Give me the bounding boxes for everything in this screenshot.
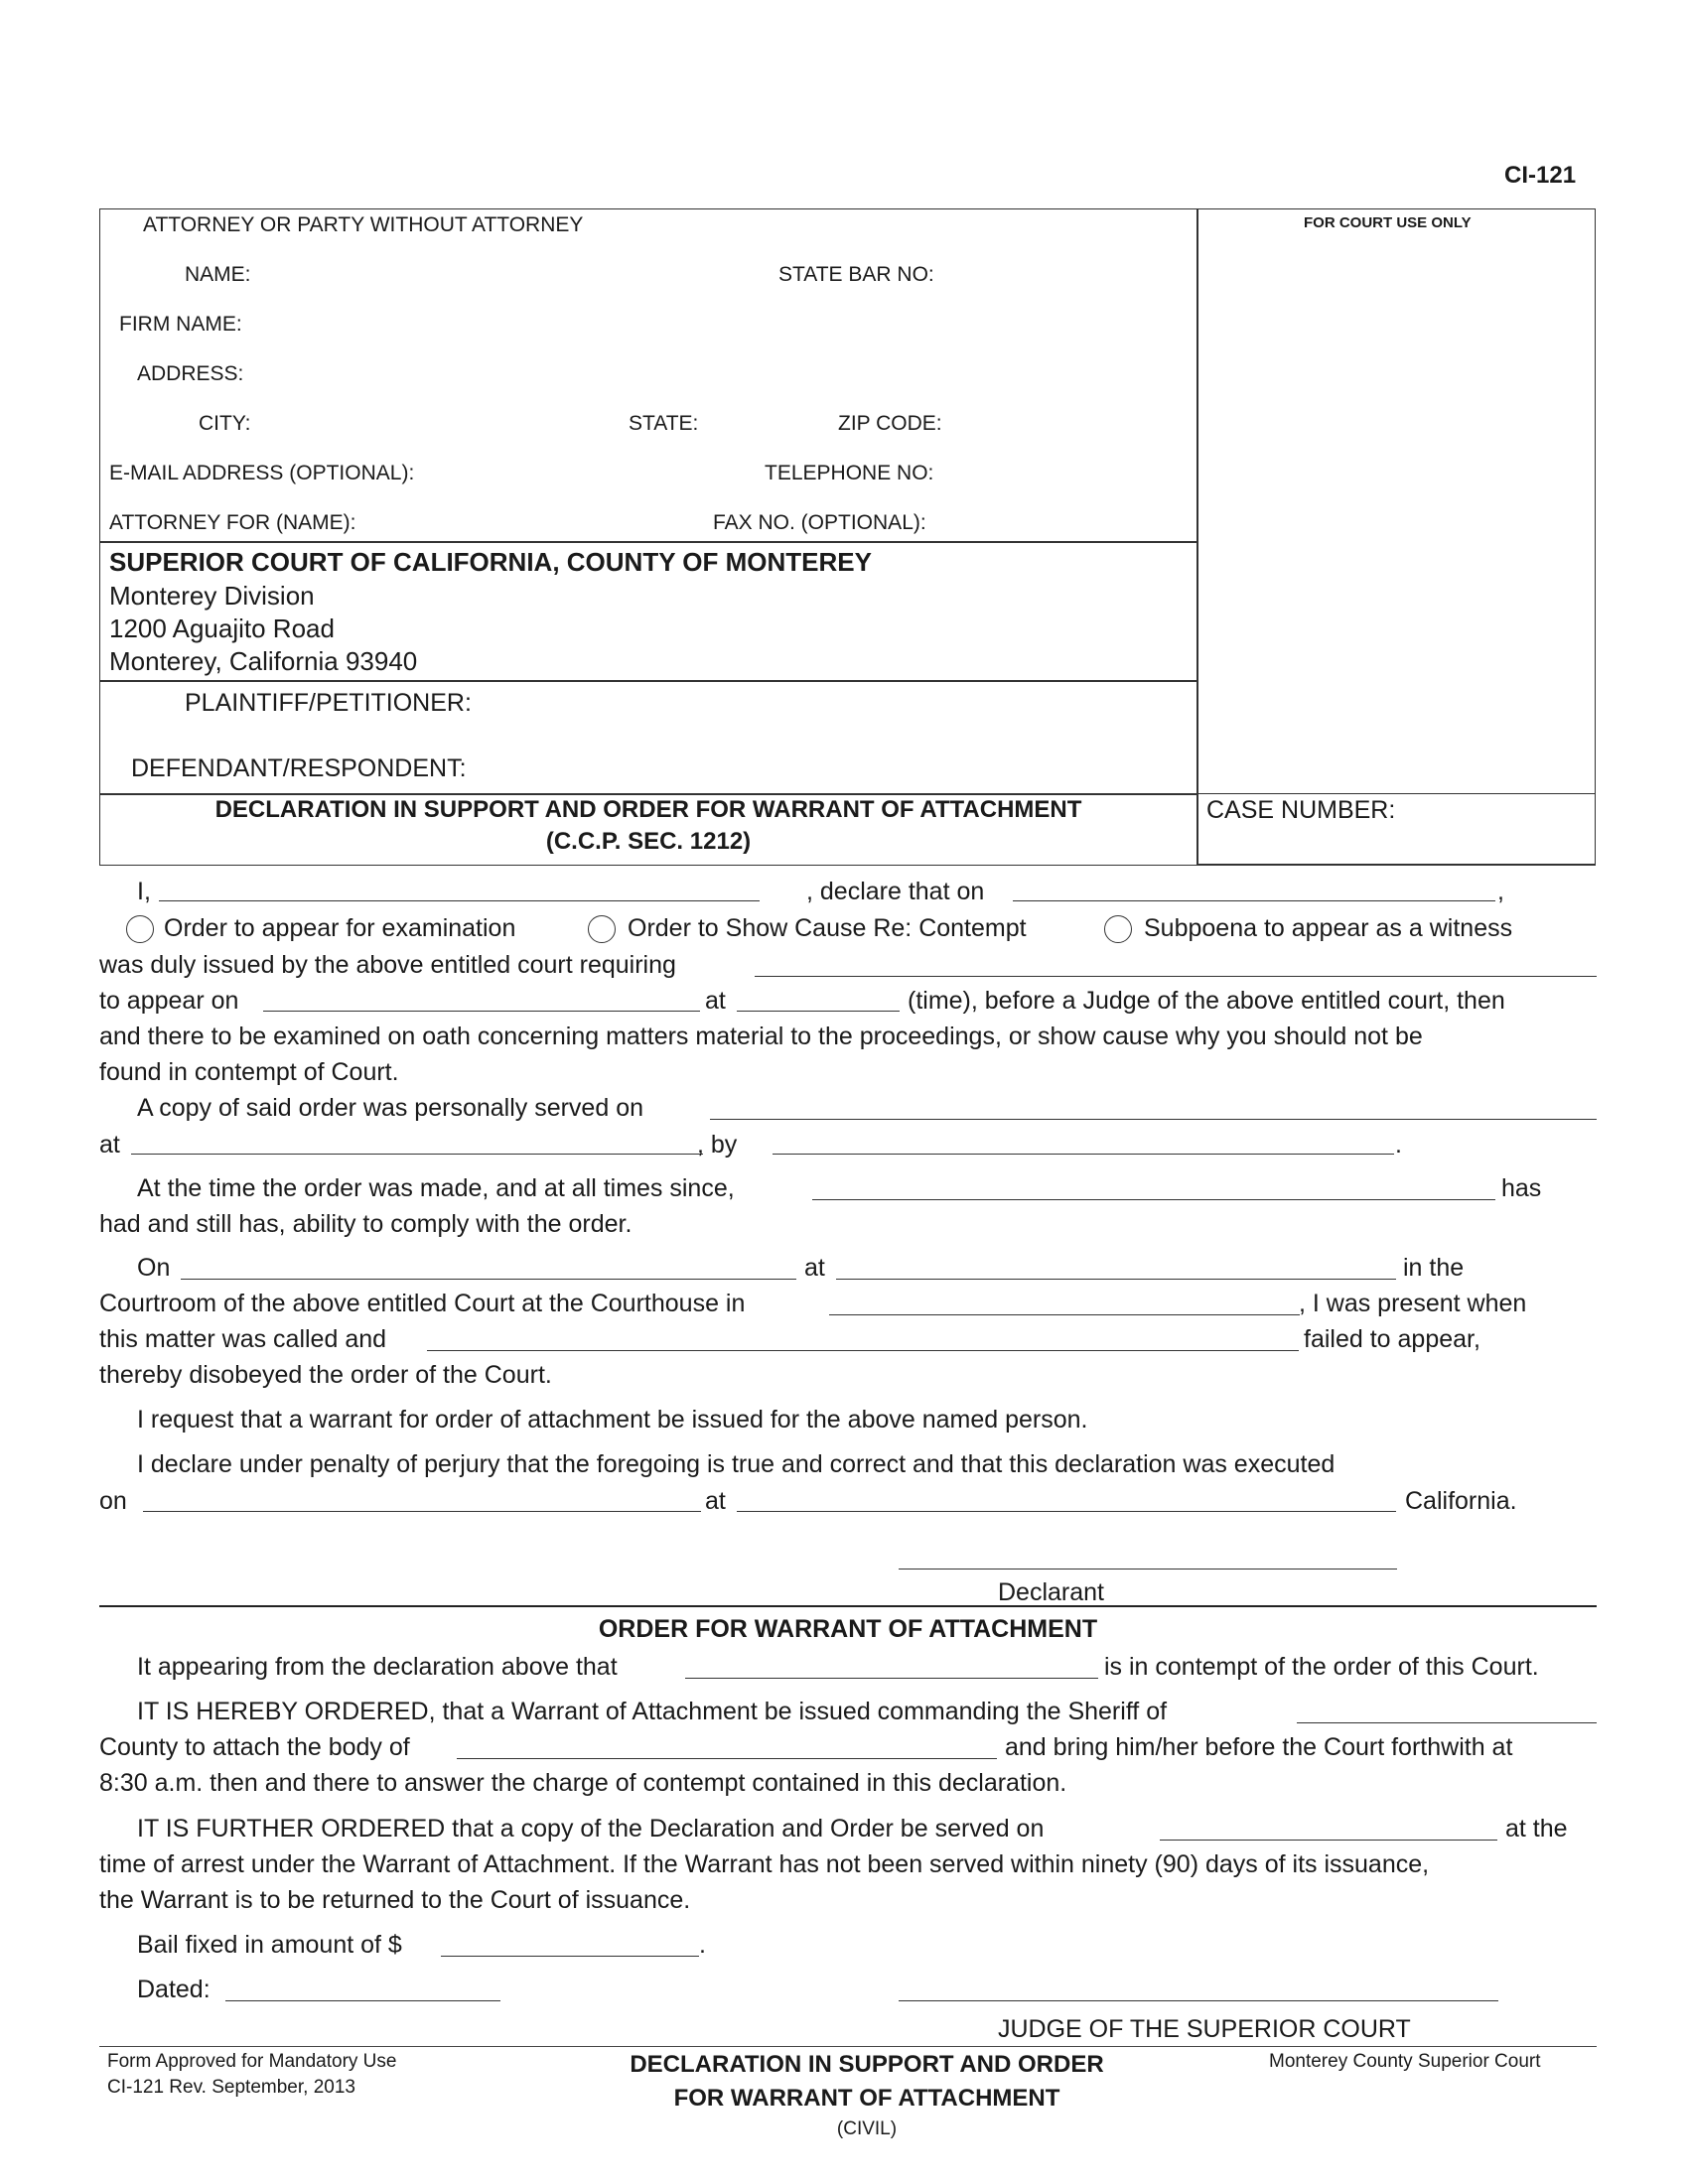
courthouse-field[interactable] xyxy=(829,1314,1300,1315)
order-heading: ORDER FOR WARRANT OF ATTACHMENT xyxy=(598,1615,1098,1643)
at-text-2: at xyxy=(99,1131,120,1159)
time-before-text: (time), before a Judge of the above entitled court, then xyxy=(908,987,1505,1015)
form-title: DECLARATION IN SUPPORT AND ORDER FOR WARRANT OF ATTACHMENT xyxy=(214,796,1082,823)
court-city: Monterey, California 93940 xyxy=(109,646,418,676)
court-division: Monterey Division xyxy=(109,581,315,611)
served-by-field[interactable] xyxy=(773,1154,1394,1155)
bail-text: Bail fixed in amount of $ xyxy=(137,1931,402,1959)
issue-date-field[interactable] xyxy=(1013,900,1495,901)
email-label: E-MAIL ADDRESS (OPTIONAL): xyxy=(109,462,415,484)
bring-text: and bring him/her before the Court forthwith at xyxy=(1005,1733,1513,1761)
section-divider xyxy=(99,1605,1597,1607)
subpoena-witness-radio[interactable] xyxy=(1104,915,1132,943)
dated-text: Dated: xyxy=(137,1976,211,2003)
contempt-text: found in contempt of Court. xyxy=(99,1058,399,1086)
california-text: California. xyxy=(1405,1487,1517,1515)
attorney-box xyxy=(99,208,1198,543)
subpoena-witness-label: Subpoena to appear as a witness xyxy=(1144,914,1513,942)
plaintiff-label: PLAINTIFF/PETITIONER: xyxy=(185,689,472,717)
present-text: , I was present when xyxy=(1299,1290,1527,1317)
in-contempt-text: is in contempt of the order of this Court. xyxy=(1104,1653,1539,1681)
form-id: CI-121 xyxy=(1504,162,1577,189)
issued-text: was duly issued by the above entitled court requiring xyxy=(99,951,676,979)
zip-label: ZIP CODE: xyxy=(838,412,942,435)
firm-name-label: FIRM NAME: xyxy=(119,313,242,336)
defendant-label: DEFENDANT/RESPONDENT: xyxy=(131,754,467,782)
failed-text: failed to appear, xyxy=(1304,1325,1480,1353)
failed-person-field[interactable] xyxy=(427,1350,1299,1351)
footer-title-1: DECLARATION IN SUPPORT AND ORDER xyxy=(630,2051,1104,2078)
contempt-person-field[interactable] xyxy=(685,1678,1098,1679)
by-text: , by xyxy=(697,1131,738,1159)
at-text-4: at xyxy=(705,1487,726,1515)
to-appear-on-text: to appear on xyxy=(99,987,239,1015)
court-street: 1200 Aguajito Road xyxy=(109,614,335,643)
order-examination-radio[interactable] xyxy=(126,915,154,943)
called-text: this matter was called and xyxy=(99,1325,387,1353)
in-the-text: in the xyxy=(1403,1254,1465,1282)
executed-city-field[interactable] xyxy=(737,1511,1396,1512)
courtroom-text: Courtroom of the above entitled Court at the Courthouse in xyxy=(99,1290,746,1317)
court-use-box xyxy=(1196,208,1596,865)
decl-comma: , xyxy=(1497,878,1504,905)
attach-person-field[interactable] xyxy=(457,1758,997,1759)
judge-label: JUDGE OF THE SUPERIOR COURT xyxy=(998,2015,1411,2043)
order-show-cause-label: Order to Show Cause Re: Contempt xyxy=(628,914,1027,942)
person-required-field[interactable] xyxy=(755,976,1597,977)
at-the-text: at the xyxy=(1505,1815,1568,1843)
time830-text: 8:30 a.m. then and there to answer the charge of contempt contained in this declaration. xyxy=(99,1769,1067,1797)
on-text-2: on xyxy=(99,1487,127,1515)
form-title-code: (C.C.P. SEC. 1212) xyxy=(545,828,752,855)
hereby-text: IT IS HEREBY ORDERED, that a Warrant of Attachment be issued commanding the Sheriff of xyxy=(137,1698,1168,1725)
decl-i: I, xyxy=(137,878,151,905)
city-label: CITY: xyxy=(199,412,251,435)
footer-court: Monterey County Superior Court xyxy=(1269,2051,1541,2072)
at-text-3: at xyxy=(804,1254,825,1282)
ability-text: had and still has, ability to comply with the order. xyxy=(99,1210,633,1238)
footer-title-2: FOR WARRANT OF ATTACHMENT xyxy=(673,2085,1060,2112)
order-examination-label: Order to appear for examination xyxy=(164,914,516,942)
ability-person-field[interactable] xyxy=(812,1199,1495,1200)
appear-date-field[interactable] xyxy=(263,1011,700,1012)
request-text: I request that a warrant for order of attachment be issued for the above named person. xyxy=(137,1406,1088,1433)
declarant-name-field[interactable] xyxy=(159,900,760,901)
attorney-for-label: ATTORNEY FOR (NAME): xyxy=(109,511,356,534)
penalty-text: I declare under penalty of perjury that the foregoing is true and correct and that this declaration was executed xyxy=(137,1450,1336,1478)
footer-divider xyxy=(99,2046,1597,2047)
appearing-text: It appearing from the declaration above that xyxy=(137,1653,618,1681)
served-place-field[interactable] xyxy=(131,1154,703,1155)
for-court-use-label: FOR COURT USE ONLY xyxy=(1304,214,1472,231)
judge-signature-line[interactable] xyxy=(899,2000,1498,2001)
bail-amount-field[interactable] xyxy=(441,1956,699,1957)
footer-civil: (CIVIL) xyxy=(836,2118,898,2139)
bail-period: . xyxy=(699,1931,706,1959)
returned-text: the Warrant is to be returned to the Court of issuance. xyxy=(99,1886,691,1914)
disobeyed-text: thereby disobeyed the order of the Court. xyxy=(99,1361,552,1389)
declare-on-text: , declare that on xyxy=(806,878,985,905)
examined-text: and there to be examined on oath concerning matters material to the proceedings, or show cause why you should not be xyxy=(99,1023,1423,1050)
declarant-label: Declarant xyxy=(998,1578,1104,1606)
name-label: NAME: xyxy=(185,263,251,286)
telephone-label: TELEPHONE NO: xyxy=(765,462,934,484)
order-show-cause-radio[interactable] xyxy=(588,915,616,943)
served-date-field[interactable] xyxy=(710,1119,1597,1120)
hearing-date-field[interactable] xyxy=(181,1279,796,1280)
hearing-time-field[interactable] xyxy=(836,1279,1396,1280)
case-number-label: CASE NUMBER: xyxy=(1206,796,1396,824)
form-revision: CI-121 Rev. September, 2013 xyxy=(107,2077,355,2098)
state-bar-label: STATE BAR NO: xyxy=(778,263,934,286)
arrest-text: time of arrest under the Warrant of Attachment. If the Warrant has not been served within ninety (90) days of its issuance, xyxy=(99,1850,1430,1878)
at-time-text: At the time the order was made, and at all times since, xyxy=(137,1174,735,1202)
executed-date-field[interactable] xyxy=(143,1511,701,1512)
county-text: County to attach the body of xyxy=(99,1733,410,1761)
fax-label: FAX NO. (OPTIONAL): xyxy=(713,511,926,534)
served-period: . xyxy=(1395,1131,1402,1159)
has-text: has xyxy=(1501,1174,1542,1202)
court-name: SUPERIOR COURT OF CALIFORNIA, COUNTY OF MONTEREY xyxy=(109,547,872,577)
attorney-heading: ATTORNEY OR PARTY WITHOUT ATTORNEY xyxy=(143,213,584,236)
on-text: On xyxy=(137,1254,171,1282)
copy-served-text: A copy of said order was personally served on xyxy=(137,1094,643,1122)
sheriff-county-field[interactable] xyxy=(1297,1722,1597,1723)
further-text: IT IS FURTHER ORDERED that a copy of the Declaration and Order be served on xyxy=(137,1815,1045,1843)
dated-field[interactable] xyxy=(225,2000,500,2001)
declarant-signature-line[interactable] xyxy=(899,1569,1397,1570)
at-text-1: at xyxy=(705,987,726,1015)
state-label: STATE: xyxy=(629,412,699,435)
appear-time-field[interactable] xyxy=(737,1011,900,1012)
address-label: ADDRESS: xyxy=(137,362,244,385)
served-on-field[interactable] xyxy=(1160,1840,1497,1841)
form-approved: Form Approved for Mandatory Use xyxy=(107,2051,397,2072)
